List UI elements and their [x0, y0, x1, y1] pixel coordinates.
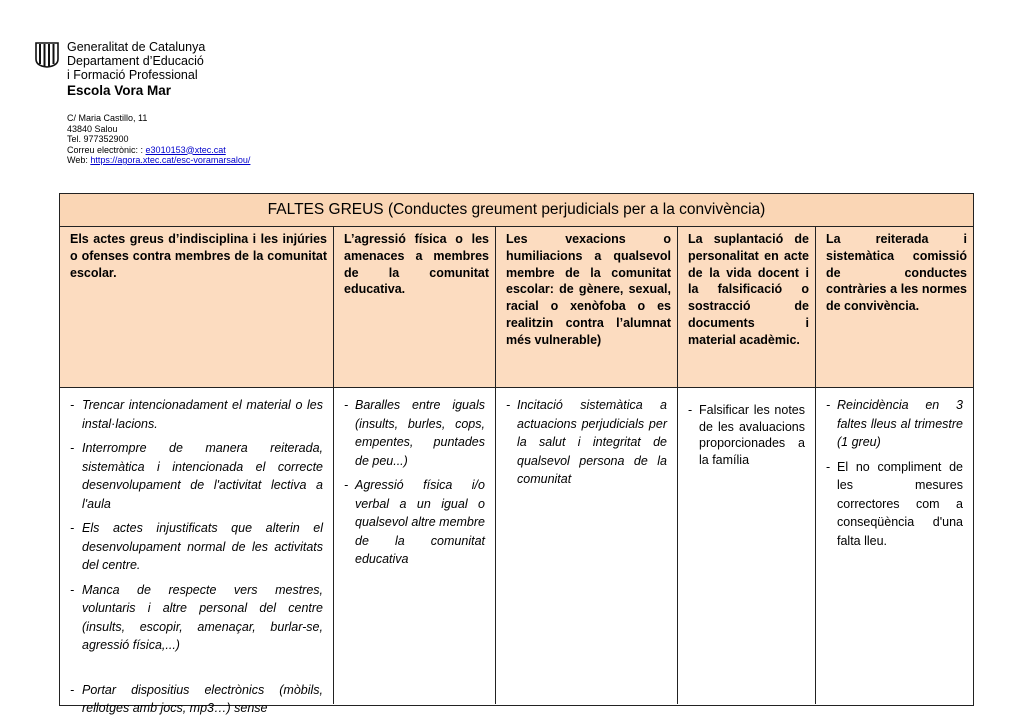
faltes-greus-table — [59, 193, 974, 715]
item-list — [688, 402, 805, 468]
school-name: Escola Vora Mar — [67, 83, 172, 98]
body-cell-reiterada — [816, 388, 973, 704]
item-list — [344, 396, 485, 569]
list-item: - Incitació sistemàtica a actuacions perjudicials per la salut i integritat de qualsevol persona de la comunitat — [506, 396, 667, 489]
body-cell-vexacions — [496, 388, 678, 704]
org-line-3: i Formació Professional — [67, 68, 198, 82]
list-item: - Portar dispositius electrònics (mòbils, rellotges amb jocs, mp3…) sense — [70, 681, 323, 718]
table-header-row — [60, 227, 973, 388]
address-block — [67, 113, 250, 166]
header-cell-agressio: L’agressió física o les amenaces a membres de la comunitat educativa. — [334, 227, 496, 387]
header-cell-indisciplina: Els actes greus d’indisciplina i les injúries o ofenses contra membres de la comunitat escolar. — [60, 227, 334, 387]
item-list — [506, 396, 667, 489]
list-item: - Falsificar les notes de les avaluacions proporcionades a la família — [688, 402, 805, 468]
web-link[interactable]: https://agora.xtec.cat/esc-voramarsalou/ — [90, 155, 251, 165]
org-line-2: Departament d’Educació — [67, 54, 204, 68]
list-item: - Reincidència en 3 faltes lleus al trimestre (1 greu) — [826, 396, 963, 452]
list-item: - Els actes injustificats que alterin el desenvolupament normal de les activitats del centre. — [70, 519, 323, 575]
address-street: C/ Maria Castillo, 11 — [67, 113, 148, 123]
address-city: 43840 Salou — [67, 123, 118, 134]
email-link[interactable]: e3010153@xtec.cat — [145, 144, 226, 155]
table-title: FALTES GREUS (Conductes greument perjudicials per a la convivència) — [60, 194, 973, 227]
header-cell-vexacions: Les vexacions o humiliacions a qualsevol membre de la comunitat escolar: de gènere, sexual, racial o xenòfoba o es realitzin contra l’alumnat més vulnerable) — [496, 227, 678, 387]
address-email-line — [67, 145, 250, 156]
table-body-row — [60, 388, 973, 715]
address-web-line — [67, 155, 250, 166]
body-cell-agressio — [334, 388, 496, 704]
body-cell-suplantacio — [678, 388, 816, 704]
list-item: - Manca de respecte vers mestres, voluntaris i altre personal del centre (insults, escopir, amenaçar, burlar-se, agressió física,...) — [70, 581, 323, 655]
address-phone: Tel. 977352900 — [67, 134, 129, 144]
item-list — [826, 396, 963, 550]
generalitat-logo-icon — [34, 40, 60, 68]
email-label: Correu electrònic: : — [67, 144, 144, 155]
list-item: - Baralles entre iguals (insults, burles, cops, empentes, puntades de peu...) — [344, 396, 485, 470]
organization-block — [67, 40, 205, 98]
list-item: - Trencar intencionadament el material o les instal·lacions. — [70, 396, 323, 433]
body-cell-indisciplina — [60, 388, 334, 715]
list-item: - Interrompre de manera reiterada, sistemàtica i intencionada el correcte desenvolupament de l'activitat lectiva a l'aula — [70, 439, 323, 513]
web-label: Web: — [67, 155, 88, 165]
org-line-1: Generalitat de Catalunya — [67, 40, 206, 54]
item-list — [70, 396, 323, 718]
header-cell-suplantacio: La suplantació de personalitat en acte de la vida docent i la falsificació o sostracció de documents i material acadèmic. — [678, 227, 816, 387]
header-cell-reiterada: La reiterada i sistemàtica comissió de conductes contràries a les normes de convivència. — [826, 232, 967, 314]
list-item: - El no compliment de les mesures correctores com a conseqüència d'una falta lleu. — [826, 458, 963, 551]
list-item: - Agressió física i/o verbal a un igual o qualsevol altre membre de la comunitat educativa — [344, 476, 485, 569]
